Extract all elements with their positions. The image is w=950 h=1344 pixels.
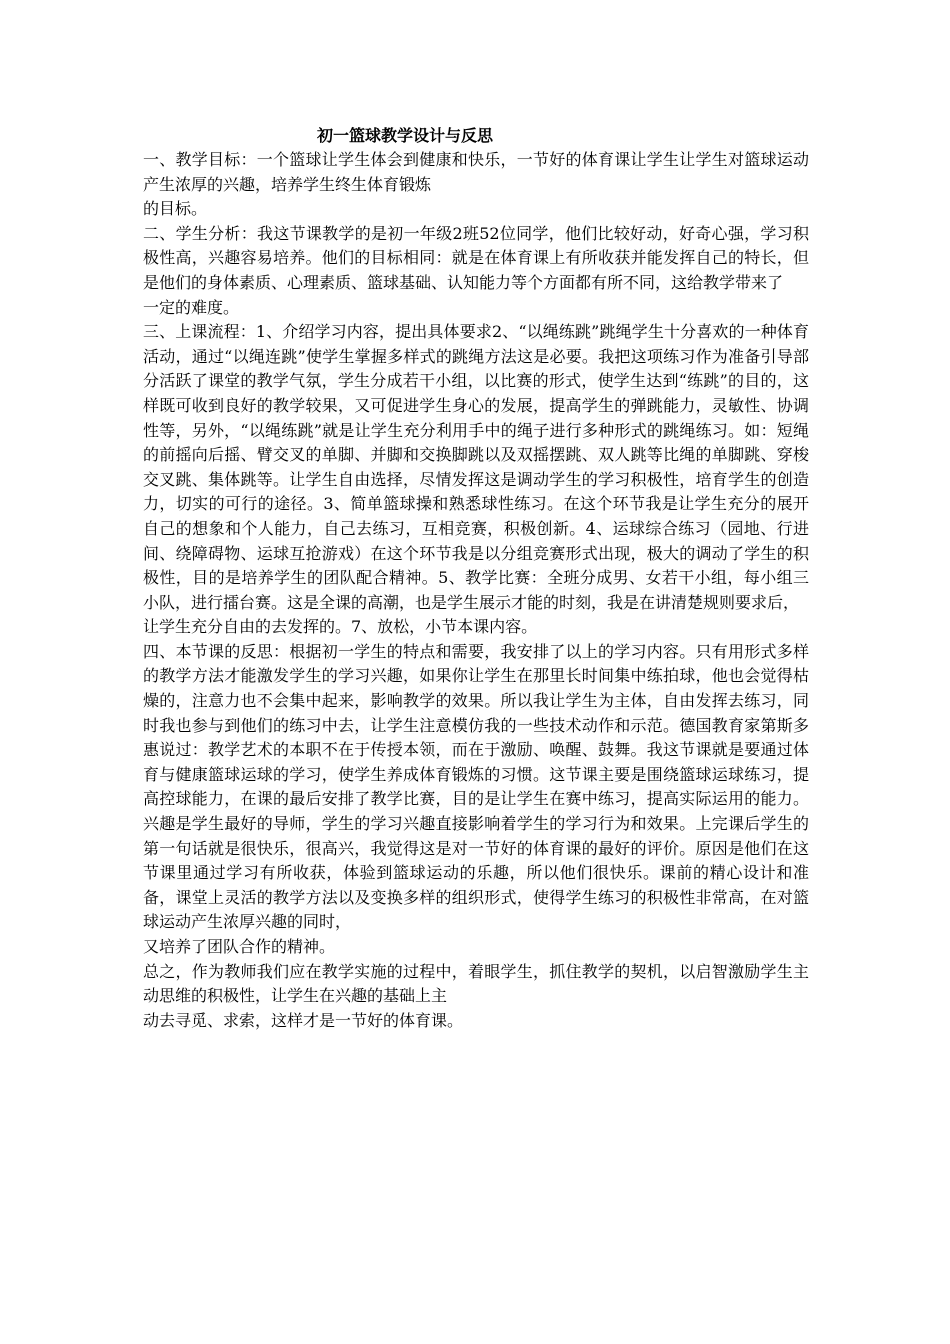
paragraph-teaching-goals-end: 的目标。 bbox=[143, 199, 208, 219]
paragraph-student-analysis: 二、学生分析：我这节课教学的是初一年级2班52位同学，他们比较好动，好奇心强，学习积极性高，兴趣容易培养。他们的目标相同：就是在体育课上有所收获并能发挥自己的特长，但是他们的身体素质、心理素质、篮球基础、认知能力等个方面都有所不同，这给教学带来了 bbox=[143, 223, 809, 292]
document-page bbox=[143, 124, 809, 1033]
paragraph-reflection: 四、本节课的反思：根据初一学生的特点和需要，我安排了以上的学习内容。只有用形式多样的教学方法才能激发学生的学习兴趣，如果你让学生在那里长时间集中练拍球，他也会觉得枯燥的，注意力也不会集中起来，影响教学的效果。所以我让学生为主体，自由发挥去练习，同时我也参与到他们的练习中去，让学生注意模仿我的一些技术动作和示范。德国教育家第斯多惠说过：教学艺术的本职不在于传授本领，而在于激励、唤醒、鼓舞。我这节课就是要通过体育与健康篮球运球的学习，使学生养成体育锻炼的习惯。这节课主要是围绕篮球运球练习，提高控球能力，在课的最后安排了教学比赛，目的是让学生在赛中练习，提高实际运用的能力。兴趣是学生最好的导师，学生的学习兴趣直接影响着学生的学习行为和效果。上完课后学生的第一句话就是很快乐，很高兴，我觉得这是对一节好的体育课的最好的评价。原因是他们在这节课里通过学习有所收获，体验到篮球运动的乐趣，所以他们很快乐。课前的精心设计和准备，课堂上灵活的教学方法以及变换多样的组织形式，使得学生练习的积极性非常高，在对篮球运动产生浓厚兴趣的同时， bbox=[143, 641, 809, 932]
paragraph-student-analysis-end: 一定的难度。 bbox=[143, 297, 240, 317]
paragraph-reflection-end: 又培养了团队合作的精神。 bbox=[143, 937, 336, 956]
paragraph-class-process-end: 让学生充分自由的去发挥的。7、放松，小节本课内容。 bbox=[143, 617, 538, 637]
paragraph-teaching-goals: 一、教学目标：一个篮球让学生体会到健康和快乐，一节好的体育课让学生让学生对篮球运动产生浓厚的兴趣，培养学生终生体育锻炼 bbox=[143, 150, 809, 194]
paragraph-summary: 总之，作为教师我们应在教学实施的过程中，着眼学生，抓住教学的契机，以启智激励学生主动思维的积极性，让学生在兴趣的基础上主 bbox=[143, 961, 809, 1006]
document-title: 初一篮球教学设计与反思 bbox=[317, 126, 494, 145]
paragraph-summary-end: 动去寻觅、求索，这样才是一节好的体育课。 bbox=[143, 1010, 464, 1030]
paragraph-class-process: 三、上课流程：1、介绍学习内容，提出具体要求2、“以绳练跳”跳绳学生十分喜欢的一种体育活动，通过“以绳连跳”使学生掌握多样式的跳绳方法这是必要。我把这项练习作为准备引导部分活跃了课堂的教学气氛，学生分成若干小组，以比赛的形式，使学生达到“练跳”的目的，这样既可收到良好的教学较果，又可促进学生身心的发展，提高学生的弹跳能力，灵敏性、协调性等，另外，“以绳练跳”就是让学生充分利用手中的绳子进行多种形式的跳绳练习。如：短绳的前摇向后摇、臂交叉的单脚、并脚和交换脚跳以及双摇摆跳、双人跳等比绳的单脚跳、穿梭交叉跳、集体跳等。让学生自由选择，尽情发挥这是调动学生的学习积极性，培育学生的创造力，切实的可行的途径。3、简单篮球操和熟悉球性练习。在这个环节我是让学生充分的展开自己的想象和个人能力，自己去练习，互相竞赛，积极创新。4、运球综合练习（园地、行进间、绕障碍物、运球互抢游戏）在这个环节我是以分组竞赛形式出现，极大的调动了学生的积极性，目的是培养学生的团队配合精神。5、教学比赛：全班分成男、女若干小组，每小组三小队，进行擂台赛。这是全课的高潮，也是学生展示才能的时刻，我是在讲清楚规则要求后， bbox=[143, 322, 809, 612]
